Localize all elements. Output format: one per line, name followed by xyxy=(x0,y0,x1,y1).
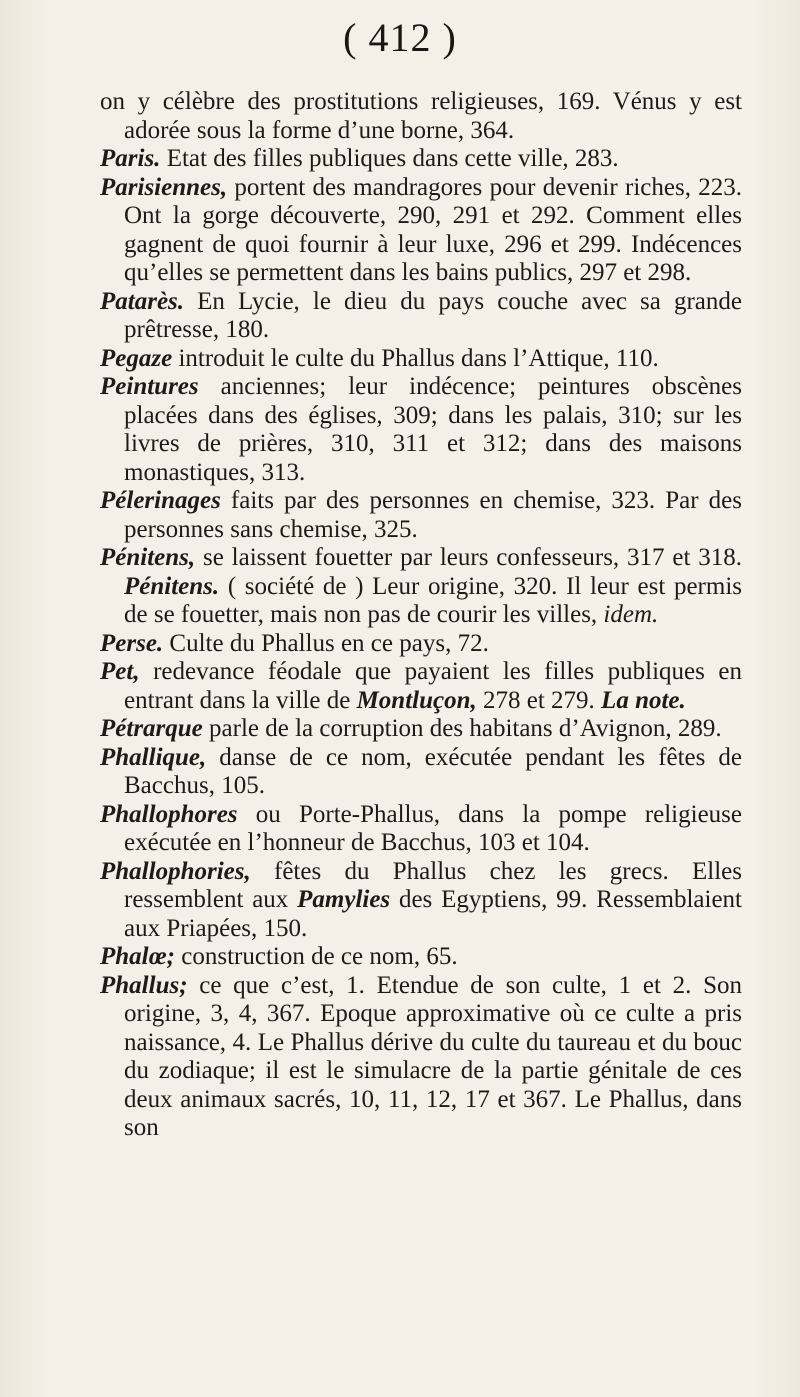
entry-head: Pénitens, xyxy=(100,544,196,571)
index-entry-parisiennes xyxy=(100,174,742,288)
entry-text: Culte du Phallus en ce pays, 72. xyxy=(163,629,489,657)
entry-text: ce que c’est, 1. Etendue de son culte, 1 et 2. Son origine, 3, 4, 367. Epoque approximative où ce culte a pris naissance, 4. Le Phallus dérive du culte du taureau et du bouc du zodiaque; il est le simulacre de la partie génitale de ces deux animaux sacrés, 10, 11, 12, 17 et 367. Le Phallus, dans son xyxy=(124,971,742,1141)
entry-text: introduit le culte du Phallus dans l’Attique, 110. xyxy=(172,344,659,372)
index-entry-phallus xyxy=(100,972,742,1143)
entry-text-2: des Egyptiens, 99. Ressemblaient aux Priapées, 150. xyxy=(124,886,742,942)
entry-text: fêtes du Phallus chez les grecs. Elles ressemblent aux xyxy=(124,857,742,913)
entry-head: Peintures xyxy=(100,373,199,400)
entry-text: se laissent fouetter par leurs confesseurs, 317 et 318. xyxy=(195,544,742,571)
index-entry-phallophories xyxy=(100,858,742,944)
entry-text: portent des mandragores pour devenir riches, 223. Ont la gorge découverte, 290, 291 et 292. Comment elles gagnent de quoi fournir à leur luxe, 296 et 299. Indécences qu’elles se permettent dans les bains publics, 297 et 298. xyxy=(124,173,742,286)
entry-text-2: ( société de ) Leur origine, 320. Il leur est permis de se fouetter, mais non pas de courir les villes, xyxy=(124,572,742,628)
index-entry-penitens xyxy=(100,544,742,630)
entry-italic: Montluçon, xyxy=(356,686,477,714)
entry-text: construction de ce nom, 65. xyxy=(175,943,458,970)
entry-head: Phallique, xyxy=(100,743,207,771)
entry-text: anciennes; leur indécence; peintures obscènes placées dans des églises, 309; dans les palais, 310; sur les livres de prières, 310, 311 et 312; dans des maisons monastiques, 313. xyxy=(124,373,742,486)
entry-head: Pétrarque xyxy=(100,715,203,742)
entry-head: Phallophories, xyxy=(100,857,251,885)
index-entry-peintures xyxy=(100,373,742,487)
entry-text: ou Porte-Phallus, dans la pompe religieuse exécutée en l’honneur de Bacchus, 103 et 104. xyxy=(124,800,742,856)
page-number xyxy=(0,14,800,61)
entry-head: Pet, xyxy=(100,658,140,685)
index-entry-phallique xyxy=(100,744,742,801)
index-entry-patares xyxy=(100,288,742,345)
index-entry-phallophores xyxy=(100,801,742,858)
entry-head: Phalœ; xyxy=(100,943,175,970)
entry-head: Pélerinages xyxy=(100,487,221,514)
index-entry-venus-continuation xyxy=(100,88,742,145)
entry-text-2: 278 et 279. xyxy=(476,686,602,714)
entry-italic: idem. xyxy=(603,601,659,628)
index-entry-petrarque xyxy=(100,715,742,744)
index-entry-pegaze xyxy=(100,345,742,374)
entry-text: redevance féodale que payaient les filles publiques en entrant dans la ville de xyxy=(124,658,742,714)
index-entry-paris xyxy=(100,145,742,174)
entry-text: En Lycie, le dieu du pays couche avec sa grande prêtresse, 180. xyxy=(124,287,742,343)
entry-head: Phallophores xyxy=(100,800,238,828)
entry-head: Patarès. xyxy=(100,287,185,315)
entry-text: Etat des filles publiques dans cette ville, 283. xyxy=(160,145,619,172)
entry-head: Pegaze xyxy=(100,344,173,372)
entry-head: Phallus; xyxy=(100,971,188,999)
entry-text: faits par des personnes en chemise, 323. Par des personnes sans chemise, 325. xyxy=(124,487,742,543)
entry-head: Parisiennes, xyxy=(100,173,228,201)
entry-text: parle de la corruption des habitans d’Avignon, 289. xyxy=(202,715,722,742)
entry-head: Perse. xyxy=(100,629,164,657)
entry-text: on y célèbre des prostitutions religieuses, 169. Vénus y est adorée sous la forme d’une borne, 364. xyxy=(100,88,742,144)
index-entry-phaloe xyxy=(100,943,742,972)
index-entry-pet xyxy=(100,658,742,715)
index-body xyxy=(100,88,742,1143)
page-number-text: ( 412 ) xyxy=(343,15,457,60)
entry-italic-2: La note. xyxy=(601,686,686,714)
entry-head-2: Pénitens. xyxy=(124,572,220,600)
entry-text: danse de ce nom, exécutée pendant les fêtes de Bacchus, 105. xyxy=(124,743,742,799)
index-entry-perse xyxy=(100,630,742,659)
index-entry-pelerinages xyxy=(100,487,742,544)
entry-head: Paris. xyxy=(100,145,161,172)
entry-italic: Pamylies xyxy=(297,886,391,913)
